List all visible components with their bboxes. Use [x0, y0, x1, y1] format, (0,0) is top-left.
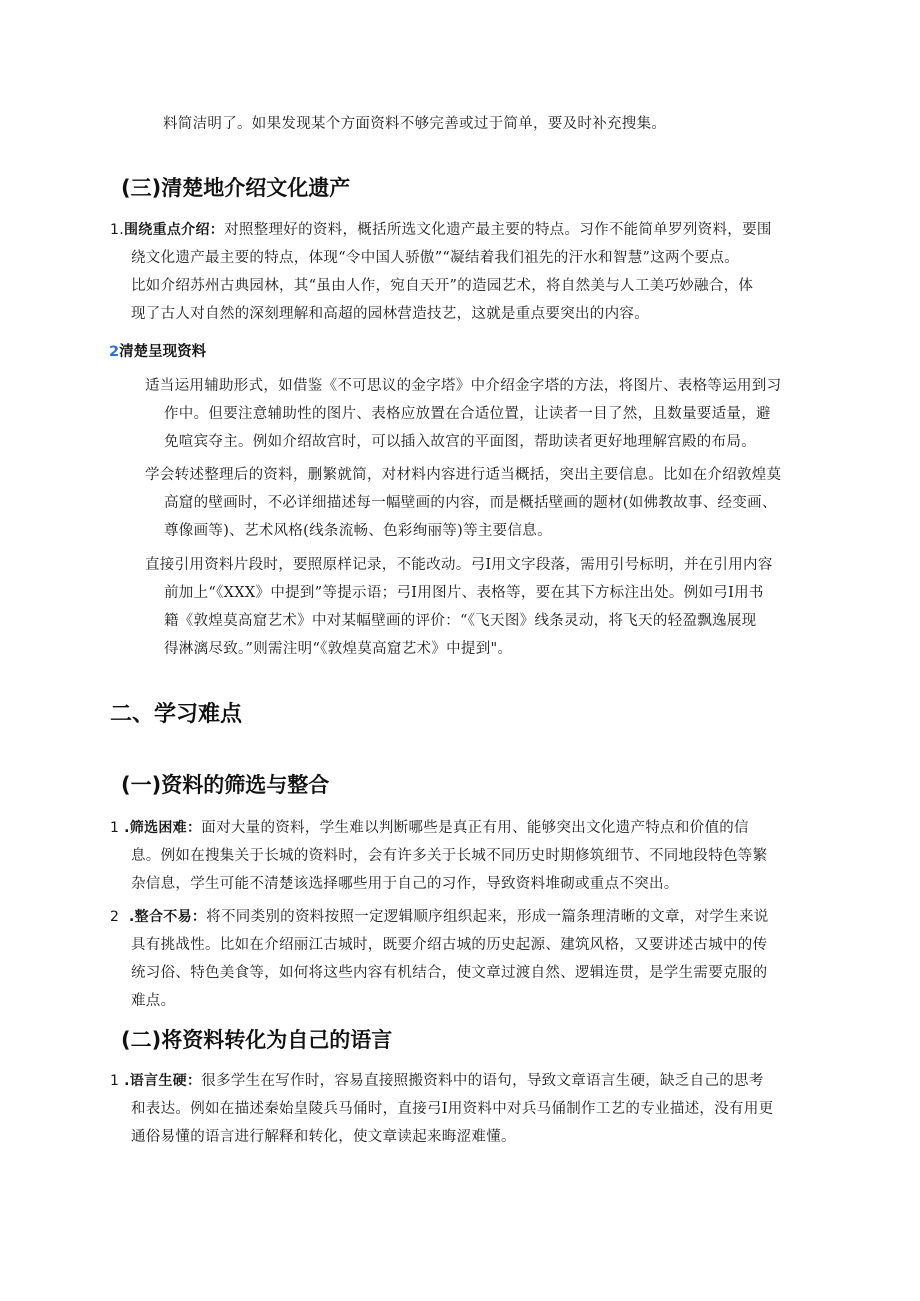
section-heading-3: (三)清楚地介绍文化遗产 [121, 176, 351, 200]
subsection-heading-2: (二)将资料转化为自己的语言 [121, 1028, 393, 1052]
para-1-line-2: 作中。但要注意辅助性的图片、表格应放置在合适位置，让读者一目了然，且数量要适量，避 [164, 406, 771, 422]
difficulty-3-line-3: 通俗易懂的语言进行解释和转化，使文章读起来晦涩难懂。 [131, 1129, 516, 1145]
item-1-line-3: 比如介绍苏州古典园林，其“虽由人作，宛自天开”的造园艺术，将自然美与人工美巧妙融合，体 [131, 278, 754, 294]
difficulty-1-line-2: 息。例如在搜集关于长城的资料时，会有许多关于长城不同历史时期修筑细节、不同地段特色等繁 [131, 848, 768, 864]
difficulty-1-line-3: 杂信息，学生可能不清楚该选择哪些用于自己的习作，导致资料堆砌或重点不突出。 [131, 876, 679, 892]
item-label: .整合不易： [129, 909, 207, 925]
item-1-line-1 [110, 216, 772, 244]
para-3-line-4: 得淋漓尽致。”则需注明“《敦煌莫高窟艺术》中提到"。 [164, 641, 513, 657]
item-label: 围绕重点介绍： [123, 222, 225, 238]
item-2-heading [109, 340, 206, 364]
difficulty-2-line-4: 难点。 [131, 993, 176, 1009]
item-title: 清楚呈现资料 [119, 344, 207, 360]
item-number: 2 [109, 344, 120, 360]
difficulty-2-line-3: 统习俗、特色美食等，如何将这些内容有机结合，使文章过渡自然、逻辑连贯，是学生需要克服的 [131, 965, 768, 981]
item-1-line-2: 绕文化遗产最主要的特点，体现“令中国人骄傲”“凝结着我们祖先的汗水和智慧”这两个要点。 [131, 250, 740, 266]
item-text: 对照整理好的资料，概括所选文化遗产最主要的特点。习作不能简单罗列资料，要围 [224, 222, 772, 238]
para-3-line-2: 前加上“《XXX》中提到”等提示语；弓I用图片、表格等，要在其下方标注出处。例如弓I用书 [164, 585, 764, 601]
item-number: 1. [110, 222, 124, 238]
item-number: 1 [110, 1073, 120, 1089]
difficulty-2-line-2: 具有挑战性。比如在介绍丽江古城时，既要介绍古城的历史起源、建筑风格，又要讲述古城中的传 [131, 937, 768, 953]
para-2-line-3: 尊像画等)、艺术风格(线条流畅、色彩绚丽等)等主要信息。 [164, 523, 552, 539]
difficulty-1-line-1 [110, 814, 749, 842]
item-1-line-4: 现了古人对自然的深刻理解和高超的园林营造技艺，这就是重点要突出的内容。 [131, 306, 649, 322]
item-label: .筛选困难： [124, 820, 202, 836]
subsection-heading-1: (一)资料的筛选与整合 [121, 773, 330, 797]
carryover-line: 料简洁明了。如果发现某个方面资料不够完善或过于简单，要及时补充搜集。 [163, 116, 667, 132]
item-label: .语言生硬： [124, 1073, 202, 1089]
item-text: 面对大量的资料，学生难以判断哪些是真正有用、能够突出文化遗产特点和价值的信 [201, 820, 749, 836]
item-number: 2 [110, 909, 120, 925]
item-number: 1 [110, 820, 120, 836]
difficulty-2-line-1 [110, 903, 769, 931]
item-text: 很多学生在写作时，容易直接照搬资料中的语句，导致文章语言生硬，缺乏自己的思考 [201, 1073, 764, 1089]
para-3-line-1: 直接引用资料片段时，要照原样记录，不能改动。弓I用文字段落，需用引号标明，并在引用内容 [145, 557, 773, 573]
para-3-line-3: 籍《敦煌莫高窟艺术》中对某幅壁画的评价：“《飞天图》线条灵动，将飞天的轻盈飘逸展现 [164, 613, 757, 629]
difficulty-3-line-2: 和表达。例如在描述秦始皇陵兵马俑时，直接弓I用资料中对兵马俑制作工艺的专业描述，没有用更 [131, 1101, 774, 1117]
para-2-line-2: 高窟的壁画时，不必详细描述每一幅壁画的内容，而是概括壁画的题材(如佛教故事、经变画、 [164, 495, 777, 511]
para-2-line-1: 学会转述整理后的资料，删繁就简，对材料内容进行适当概括，突出主要信息。比如在介绍敦煌莫 [145, 467, 782, 483]
item-text: 将不同类别的资料按照一定逻辑顺序组织起来，形成一篇条理清晰的文章，对学生来说 [206, 909, 769, 925]
part-2-heading: 二、学习难点 [110, 702, 243, 727]
para-1-line-1: 适当运用辅助形式，如借鉴《不可思议的金字塔》中介绍金字塔的方法，将图片、表格等运用到习 [145, 378, 782, 394]
difficulty-3-line-1 [110, 1067, 764, 1095]
para-1-line-3: 免喧宾夺主。例如介绍故宫时，可以插入故宫的平面图，帮助读者更好地理解宫殿的布局。 [164, 434, 756, 450]
